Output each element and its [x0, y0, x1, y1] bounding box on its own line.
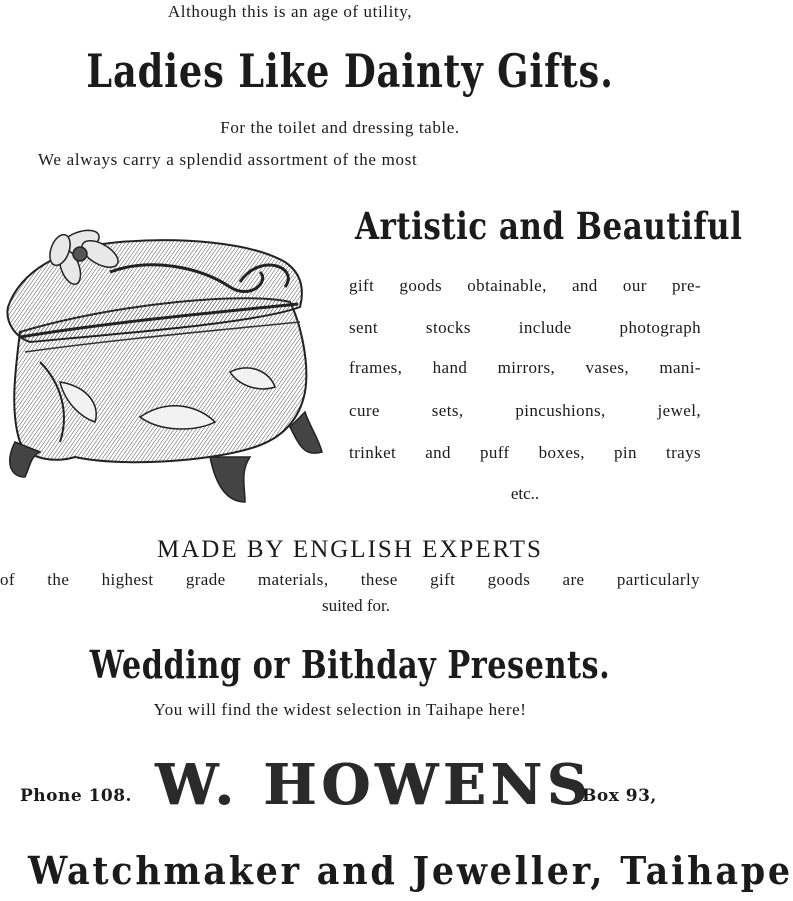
merchant-name: W. HOWENS: [155, 752, 593, 818]
jewel-casket-illustration: [0, 212, 330, 517]
description-etc: etc..: [510, 484, 540, 503]
trade-line: Watchmaker and Jeweller, Taihape: [28, 848, 793, 893]
description-line: gift goods obtainable, and our pre-: [349, 276, 701, 295]
description-line: frames, hand mirrors, vases, mani-: [349, 358, 701, 377]
description-line: trinket and puff boxes, pin trays: [349, 443, 701, 462]
phone-number: Phone 108.: [20, 786, 132, 806]
subheading-toilet: For the toilet and dressing table.: [220, 118, 460, 137]
occasion-heading: Wedding or Bithday Presents.: [89, 642, 611, 687]
description-line: cure sets, pincushions, jewel,: [349, 401, 701, 420]
suited-line: suited for.: [322, 596, 390, 615]
artistic-heading: Artistic and Beautiful: [355, 204, 743, 248]
subheading-assortment: We always carry a splendid assortment of the most: [38, 150, 418, 169]
materials-line: of the highest grade materials, these gift goods are particularly: [0, 570, 700, 589]
description-line: sent stocks include photograph: [349, 318, 701, 337]
made-by-heading: MADE BY ENGLISH EXPERTS: [157, 536, 543, 563]
headline: Ladies Like Dainty Gifts.: [86, 44, 614, 98]
intro-line: Although this is an age of utility,: [167, 2, 413, 21]
po-box: Box 93,: [582, 786, 657, 806]
selection-line: You will find the widest selection in Taihape here!: [153, 700, 527, 719]
